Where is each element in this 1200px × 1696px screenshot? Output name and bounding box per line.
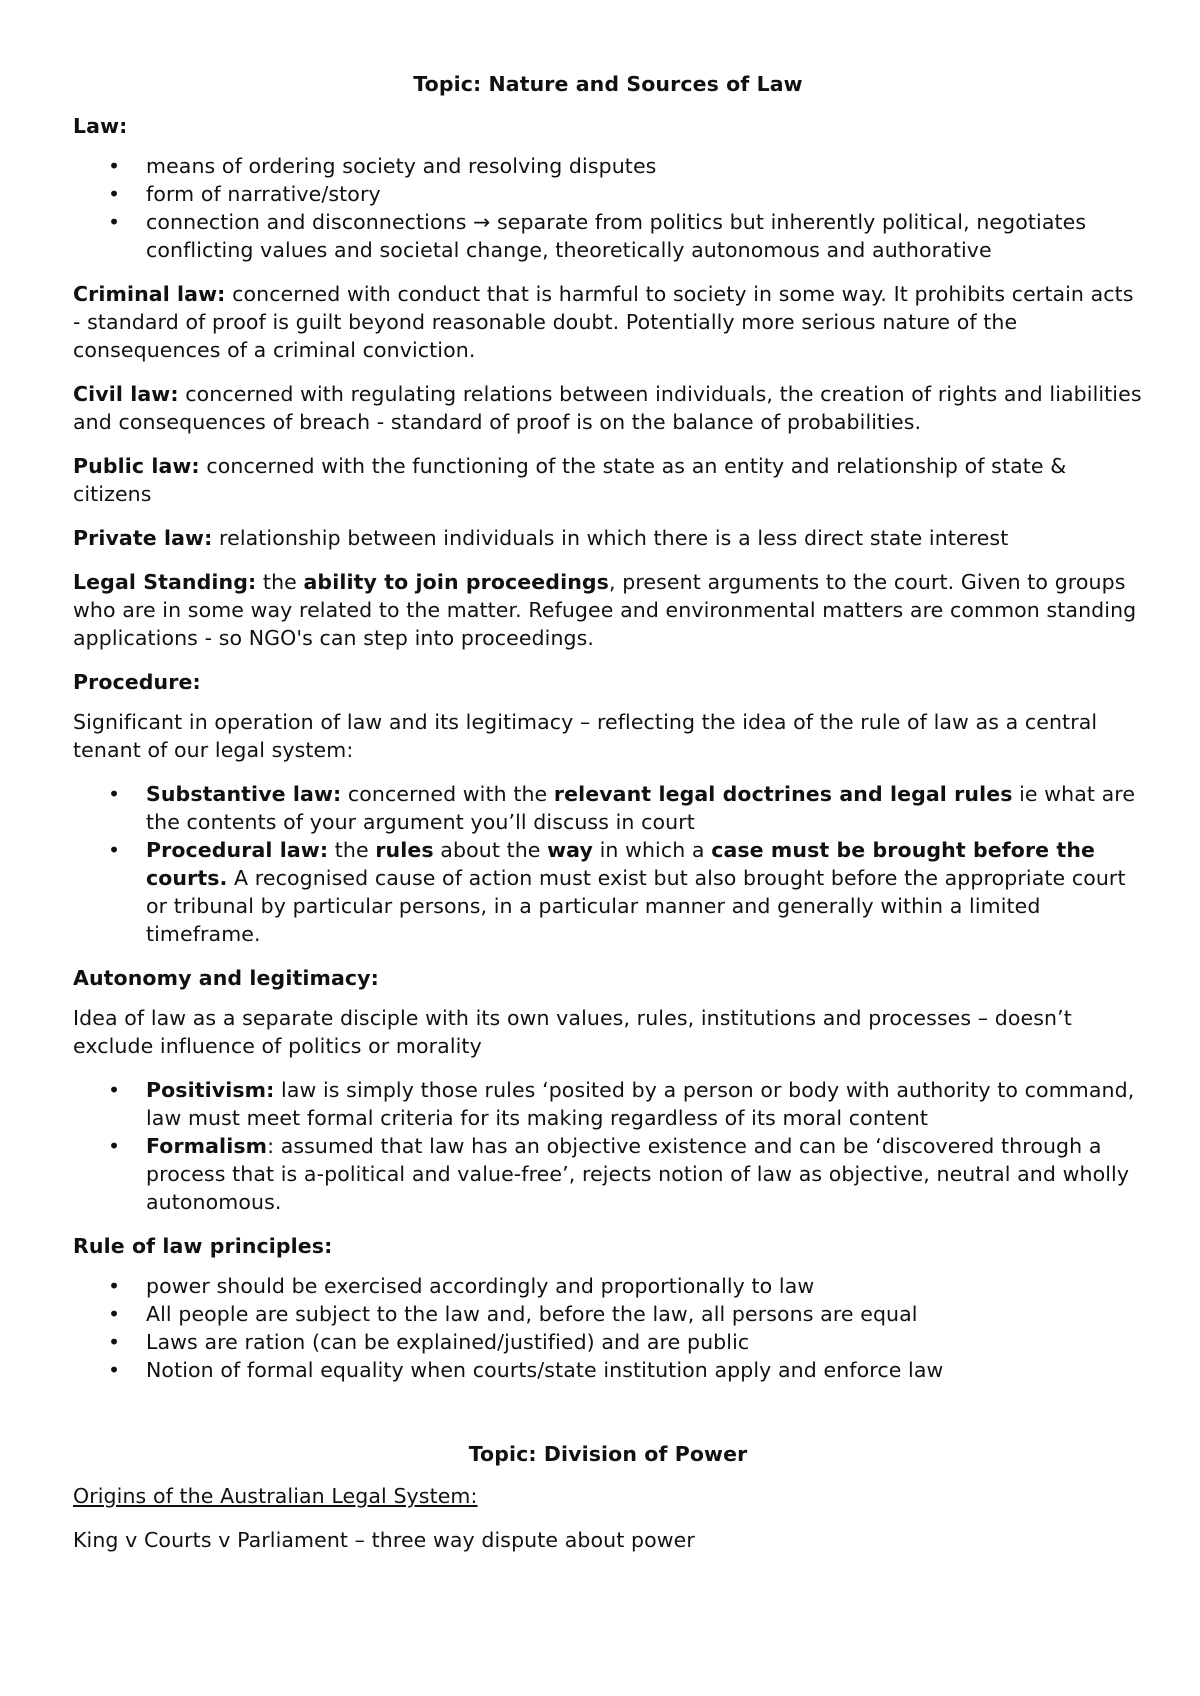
- list-item-text: Notion of formal equality when courts/state institution apply and enforce law: [146, 1358, 944, 1382]
- civil-law-text: concerned with regulating relations between individuals, the creation of rights and liabilities and consequences of breach - standard of proof is on the balance of probabilities.: [73, 382, 1142, 434]
- list-item: [73, 1356, 1143, 1384]
- list-item: [73, 152, 1143, 180]
- list-item-text: form of narrative/story: [146, 182, 381, 206]
- procedural-law-emphasis: rules: [375, 838, 434, 862]
- bullet-icon: •: [108, 210, 121, 234]
- substantive-law-pre: concerned with the: [341, 782, 554, 806]
- criminal-law-paragraph: [73, 280, 1143, 364]
- bullet-icon: •: [108, 1358, 121, 1382]
- list-item-text: connection and disconnections → separate from politics but inherently political, negotiates conflicting values and societal change, theoretically autonomous and authorative: [146, 210, 1087, 262]
- private-law-text: relationship between individuals in which there is a less direct state interest: [212, 526, 1009, 550]
- list-item: [73, 208, 1143, 264]
- substantive-law-text: ie what are the contents of your argument you’ll discuss in court: [146, 782, 1136, 834]
- list-item: [73, 836, 1143, 948]
- list-item-text: All people are subject to the law and, before the law, all persons are equal: [146, 1302, 918, 1326]
- public-law-term: Public law:: [73, 454, 200, 478]
- procedural-law-mid: about the: [433, 838, 548, 862]
- list-item: [73, 1328, 1143, 1356]
- procedural-law-mid: in which a: [592, 838, 712, 862]
- bullet-icon: •: [108, 838, 121, 862]
- list-item-text: Laws are ration (can be explained/justified) and are public: [146, 1330, 750, 1354]
- bullet-icon: •: [108, 1134, 121, 1158]
- procedural-law-term: Procedural law:: [146, 838, 329, 862]
- list-item: [73, 1132, 1143, 1216]
- law-heading: Law:: [73, 114, 128, 138]
- positivism-text: law is simply those rules ‘posited by a person or body with authority to command, law must meet formal criteria for its making regardless of its moral content: [146, 1078, 1135, 1130]
- procedure-intro: Significant in operation of law and its legitimacy – reflecting the idea of the rule of law as a central tenant of our legal system:: [73, 710, 1098, 762]
- origins-paragraph: King v Courts v Parliament – three way dispute about power: [73, 1528, 695, 1552]
- criminal-law-term: Criminal law:: [73, 282, 226, 306]
- formalism-text: : assumed that law has an objective existence and can be ‘discovered through a process that is a-political and value-free’, rejects notion of law as objective, neutral and wholly autonomous.: [146, 1134, 1130, 1214]
- public-law-paragraph: [73, 452, 1143, 508]
- positivism-term: Positivism:: [146, 1078, 275, 1102]
- bullet-icon: •: [108, 1302, 121, 1326]
- list-item: [73, 1076, 1143, 1132]
- autonomy-bullet-list: [73, 1076, 1143, 1216]
- civil-law-paragraph: [73, 380, 1143, 436]
- section-spacer: [73, 1400, 1143, 1440]
- procedural-law-pre: the: [328, 838, 376, 862]
- legal-standing-text: , present arguments to the court. Given to groups who are in some way related to the matter. Refugee and environmental matters are common standing applications - so NGO's can step into proceedings.: [73, 570, 1137, 650]
- bullet-icon: •: [108, 1274, 121, 1298]
- list-item: [73, 180, 1143, 208]
- autonomy-intro: Idea of law as a separate disciple with its own values, rules, institutions and processes – doesn’t exclude influence of politics or morality: [73, 1006, 1072, 1058]
- list-item: [73, 1300, 1143, 1328]
- private-law-paragraph: [73, 524, 1143, 552]
- list-item: [73, 780, 1143, 836]
- private-law-term: Private law:: [73, 526, 213, 550]
- autonomy-heading: Autonomy and legitimacy:: [73, 966, 379, 990]
- law-bullet-list: [73, 152, 1143, 264]
- procedural-law-text: A recognised cause of action must exist but also brought before the appropriate court or tribunal by particular persons, in a particular manner and generally within a limited timeframe.: [146, 866, 1126, 946]
- bullet-icon: •: [108, 1330, 121, 1354]
- topic-title: Topic: Nature and Sources of Law: [413, 72, 803, 96]
- list-item-text: means of ordering society and resolving disputes: [146, 154, 657, 178]
- legal-standing-term: Legal Standing:: [73, 570, 257, 594]
- procedural-law-emphasis: way: [547, 838, 593, 862]
- list-item: [73, 1272, 1143, 1300]
- bullet-icon: •: [108, 1078, 121, 1102]
- substantive-law-term: Substantive law:: [146, 782, 342, 806]
- formalism-term: Formalism: [146, 1134, 268, 1158]
- document-page: [73, 70, 1143, 1570]
- procedural-law-emphasis: case must be brought before the courts.: [146, 838, 1096, 890]
- civil-law-term: Civil law:: [73, 382, 179, 406]
- bullet-icon: •: [108, 154, 121, 178]
- list-item-text: power should be exercised accordingly and proportionally to law: [146, 1274, 815, 1298]
- rule-of-law-heading: Rule of law principles:: [73, 1234, 333, 1258]
- bullet-icon: •: [108, 182, 121, 206]
- legal-standing-pre: the: [256, 570, 304, 594]
- procedure-bullet-list: [73, 780, 1143, 948]
- bullet-icon: •: [108, 782, 121, 806]
- legal-standing-paragraph: [73, 568, 1143, 652]
- public-law-text: concerned with the functioning of the state as an entity and relationship of state & citizens: [73, 454, 1067, 506]
- procedure-heading: Procedure:: [73, 670, 201, 694]
- origins-subheading: Origins of the Australian Legal System:: [73, 1484, 478, 1508]
- substantive-law-emphasis: relevant legal doctrines and legal rules: [553, 782, 1013, 806]
- rule-of-law-bullet-list: [73, 1272, 1143, 1384]
- criminal-law-text: concerned with conduct that is harmful to society in some way. It prohibits certain acts - standard of proof is guilt beyond reasonable doubt. Potentially more serious nature of the consequences of a criminal conviction.: [73, 282, 1134, 362]
- topic-title: Topic: Division of Power: [468, 1442, 748, 1466]
- legal-standing-emphasis: ability to join proceedings: [303, 570, 609, 594]
